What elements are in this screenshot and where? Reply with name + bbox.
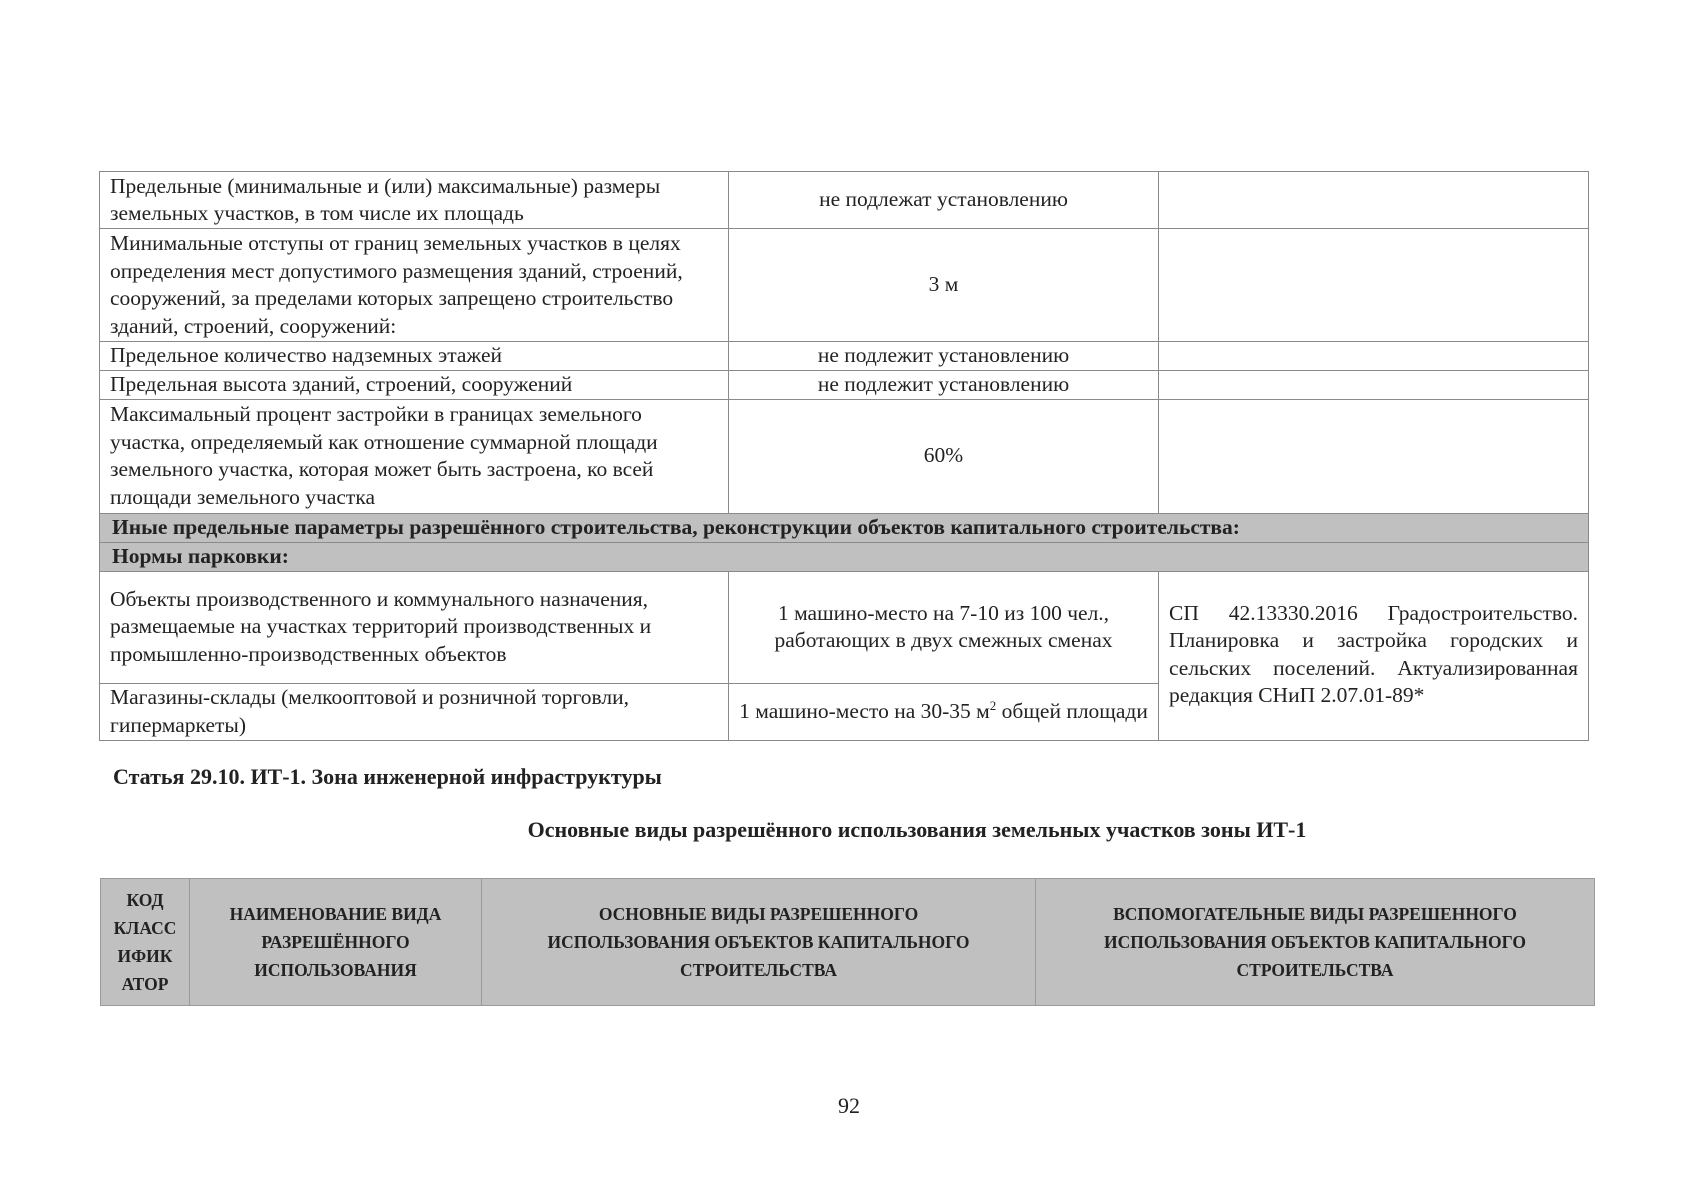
param-name-cell: Минимальные отступы от границ земельных участков в целях определения мест допустимого размещения зданий, строений, сооружений, за пределами которых запрещено строительство зданий, строений, сооружений:: [100, 229, 729, 342]
section-header-row: [100, 542, 1589, 571]
table-header-row: [101, 879, 1595, 1006]
parking-object-cell: Магазины-склады (мелкооптовой и розничной торговли, гипермаркеты): [100, 683, 729, 740]
table-row: [100, 172, 1589, 229]
article-title: Статья 29.10. ИТ-1. Зона инженерной инфраструктуры: [113, 764, 662, 789]
table-row: [100, 399, 1589, 513]
parking-reference-cell: СП 42.13330.2016 Градостроительство. Планировка и застройка городских и сельских поселений. Актуализированная редакция СНиП 2.07.01-89*: [1159, 571, 1589, 740]
page-number: 92: [838, 1093, 860, 1118]
table-row: [100, 571, 1589, 683]
param-note-cell: [1159, 371, 1589, 400]
param-value-cell: 60%: [729, 399, 1159, 513]
param-value-cell: 3 м: [729, 229, 1159, 342]
column-header-name: НАИМЕНОВАНИЕ ВИДА РАЗРЕШЁННОГО ИСПОЛЬЗОВАНИЯ: [190, 879, 482, 1006]
section-header-row: [100, 513, 1589, 542]
table-row: [100, 229, 1589, 342]
column-header-code: КОД КЛАСС ИФИК АТОР: [101, 879, 190, 1006]
superscript-exponent: 2: [989, 697, 997, 713]
section-title: Основные виды разрешённого использования земельных участков зоны ИТ-1: [527, 817, 1307, 842]
param-name-cell: Предельное количество надземных этажей: [100, 342, 729, 371]
parameters-table: [99, 171, 1589, 741]
parking-object-cell: Объекты производственного и коммунального назначения, размещаемые на участках территорий производственных и промышленно-производственных объектов: [100, 571, 729, 683]
permitted-uses-table: [100, 878, 1595, 1006]
param-name-cell: Предельные (минимальные и (или) максимальные) размеры земельных участков, в том числе их площадь: [100, 172, 729, 229]
param-name-cell: Предельная высота зданий, строений, сооружений: [100, 371, 729, 400]
param-note-cell: [1159, 399, 1589, 513]
parking-norm-text: общей площади: [996, 698, 1148, 723]
parking-norm-text: 1 машино-место на 30-35 м: [739, 698, 990, 723]
param-value-cell: не подлежит установлению: [729, 371, 1159, 400]
table-row: [100, 342, 1589, 371]
param-note-cell: [1159, 172, 1589, 229]
param-value-cell: не подлежит установлению: [729, 342, 1159, 371]
param-value-cell: не подлежат установлению: [729, 172, 1159, 229]
column-header-main-uses: ОСНОВНЫЕ ВИДЫ РАЗРЕШЕННОГО ИСПОЛЬЗОВАНИЯ ОБЪЕКТОВ КАПИТАЛЬНОГО СТРОИТЕЛЬСТВА: [482, 879, 1036, 1006]
parking-heading: Нормы парковки:: [100, 542, 1589, 571]
param-note-cell: [1159, 229, 1589, 342]
param-name-cell: Максимальный процент застройки в границах земельного участка, определяемый как отношение суммарной площади земельного участка, которая может быть застроена, ко всей площади земельного участка: [100, 399, 729, 513]
parking-norm-cell: [729, 683, 1159, 740]
other-params-heading: Иные предельные параметры разрешённого строительства, реконструкции объектов капитального строительства:: [100, 513, 1589, 542]
parking-norm-cell: 1 машино-место на 7-10 из 100 чел., работающих в двух смежных сменах: [729, 571, 1159, 683]
table-row: [100, 371, 1589, 400]
column-header-aux-uses: ВСПОМОГАТЕЛЬНЫЕ ВИДЫ РАЗРЕШЕННОГО ИСПОЛЬЗОВАНИЯ ОБЪЕКТОВ КАПИТАЛЬНОГО СТРОИТЕЛЬСТВА: [1036, 879, 1595, 1006]
param-note-cell: [1159, 342, 1589, 371]
